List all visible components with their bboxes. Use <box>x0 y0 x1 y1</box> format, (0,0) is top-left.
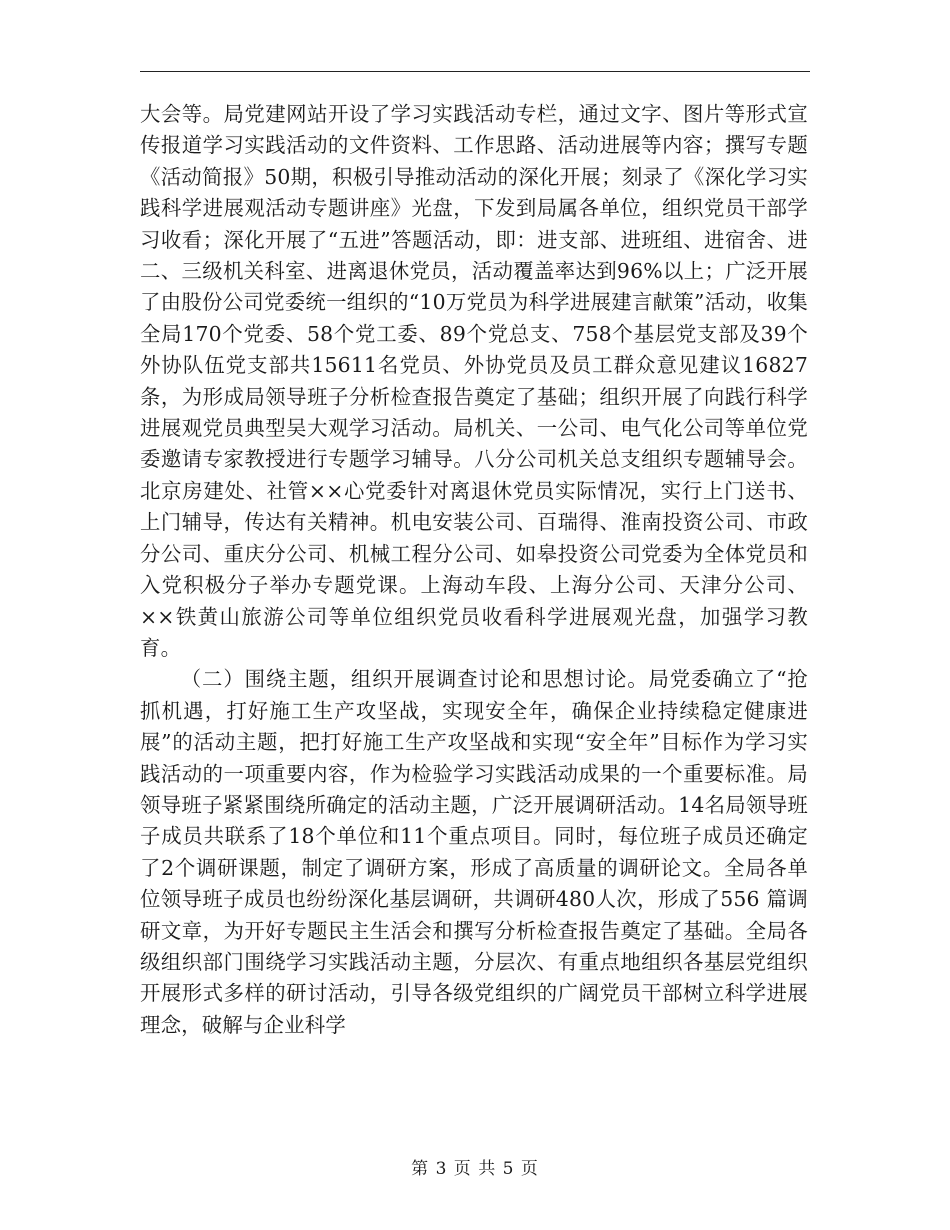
total-pages-number: 5 <box>502 1159 515 1179</box>
document-body <box>140 99 808 1041</box>
current-page-number: 3 <box>435 1159 448 1179</box>
paragraph-1: 大会等。局党建网站开设了学习实践活动专栏，通过文字、图片等形式宣传报道学习实践活动的文件资料、工作思路、活动进展等内容；撰写专题《活动简报》50期，积极引导推动活动的深化开展；刻录了《深化学习实践科学进展观活动专题讲座》光盘，下发到局属各单位，组织党员干部学习收看；深化开展了“五进”答题活动，即：进支部、进班组、进宿舍、进二、三级机关科室、进离退休党员，活动覆盖率达到96%以上；广泛开展了由股份公司党委统一组织的“10万党员为科学进展建言献策”活动，收集全局170个党委、58个党工委、89个党总支、758个基层党支部及39个外协队伍党支部共15611名党员、外协党员及员工群众意见建议16827条，为形成局领导班子分析检查报告奠定了基础；组织开展了向践行科学进展观党员典型吴大观学习活动。局机关、一公司、电气化公司等单位党委邀请专家教授进行专题学习辅导。八分公司机关总支组织专题辅导会。北京房建处、社管××心党委针对离退休党员实际情况，实行上门送书、上门辅导，传达有关精神。机电安装公司、百瑞得、淮南投资公司、市政分公司、重庆分公司、机械工程分公司、如皋投资公司党委为全体党员和入党积极分子举办专题党课。上海动车段、上海分公司、天津分公司、××铁黄山旅游公司等单位组织党员收看科学进展观光盘，加强学习教育。 <box>140 102 808 660</box>
paragraph-2: （二）围绕主题，组织开展调查讨论和思想讨论。局党委确立了“抢抓机遇，打好施工生产攻坚战，实现安全年，确保企业持续稳定健康进展”的活动主题，把打好施工生产攻坚战和实现“安全年”目标作为学习实践活动的一项重要内容，作为检验学习实践活动成果的一个重要标准。局领导班子紧紧围绕所确定的活动主题，广泛开展调研活动。14名局领导班子成员共联系了18个单位和11个重点项目。同时，每位班子成员还确定了2个调研课题，制定了调研方案，形成了高质量的调研论文。全局各单位领导班子成员也纷纷深化基层调研，共调研480人次，形成了556 篇调研文章，为开好专题民主生活会和撰写分析检查报告奠定了基础。全局各级组织部门围绕学习实践活动主题，分层次、有重点地组织各基层党组织开展形式多样的研讨活动，引导各级党组织的广阔党员干部树立科学进展理念，破解与企业科学 <box>140 667 808 1037</box>
footer-prefix: 第 <box>411 1159 430 1179</box>
footer-suffix: 页 <box>520 1159 539 1179</box>
header-rule <box>140 71 810 72</box>
footer-middle: 页 共 <box>453 1159 497 1179</box>
page-footer <box>0 1154 950 1179</box>
